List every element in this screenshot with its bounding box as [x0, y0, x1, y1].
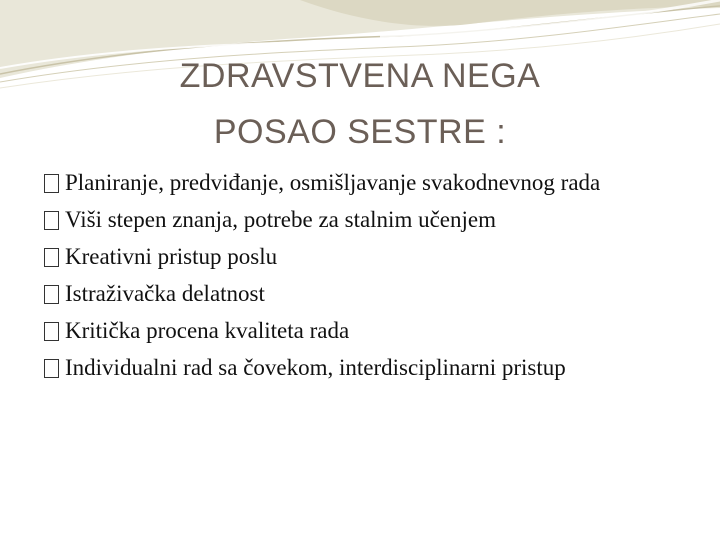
title-line-1: ZDRAVSTVENA NEGA — [179, 57, 541, 95]
missing-glyph-box-icon — [44, 359, 59, 378]
bullet-item — [44, 279, 684, 309]
bullet-item — [44, 168, 684, 198]
bullet-item — [44, 316, 684, 346]
bullet-text: Kritička procena kvaliteta rada — [65, 318, 350, 343]
bullet-text: Istraživačka delatnost — [65, 281, 265, 306]
missing-glyph-box-icon — [44, 248, 59, 267]
missing-glyph-box-icon — [44, 211, 59, 230]
title-line-2: POSAO SESTRE : — [213, 113, 507, 151]
slide-title — [60, 48, 660, 160]
missing-glyph-box-icon — [44, 285, 59, 304]
bullet-text: Kreativni pristup poslu — [65, 244, 278, 269]
missing-glyph-box-icon — [44, 174, 59, 193]
bullet-list — [44, 168, 684, 390]
bullet-item — [44, 205, 684, 235]
bullet-text: Individualni rad sa čovekom, interdisciplinarni pristup — [65, 355, 566, 380]
bullet-text: Viši stepen znanja, potrebe za stalnim učenjem — [65, 207, 496, 232]
missing-glyph-box-icon — [44, 322, 59, 341]
bullet-item — [44, 353, 684, 383]
bullet-text: Planiranje, predviđanje, osmišljavanje svakodnevnog rada — [65, 170, 601, 195]
bullet-item — [44, 242, 684, 272]
